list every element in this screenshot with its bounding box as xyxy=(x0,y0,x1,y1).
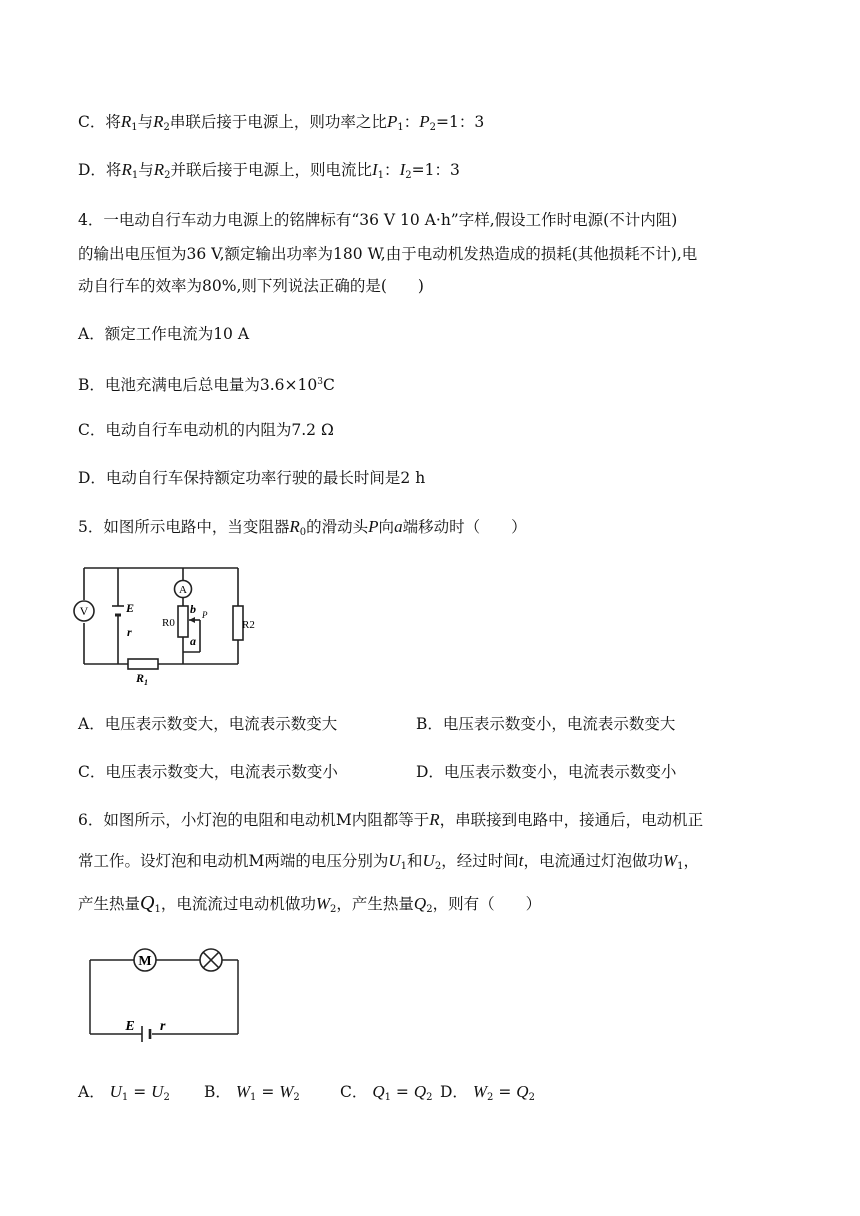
r0-label: R0 xyxy=(162,617,175,629)
q4-option-b: B．电池充满电后总电量为$3.6\times 10^3C$ xyxy=(78,376,335,394)
r1-label-sub: 1 xyxy=(144,678,149,687)
q6-stem-line1: 6．如图所示，小灯泡的电阻和电动机M内阻都等于R，串联接到电路中，接通后，电动机正 xyxy=(78,810,704,829)
q4-option-a: A．额定工作电流为10 A xyxy=(78,325,250,343)
ammeter-label: A xyxy=(179,584,187,596)
q6-option-d: D． $W_2 = Q_2$ xyxy=(440,1082,535,1103)
q6-stem-line3: 产生热量$Q_1$，电流流过电动机做功$W_2$，产生热量$Q_2$，则有（ ） xyxy=(78,892,542,915)
q5-option-c: C．电压表示数变大，电流表示数变小 xyxy=(78,763,338,781)
r2-label: R2 xyxy=(242,619,255,631)
slider-p-label: P xyxy=(202,610,208,620)
q6-circuit-diagram xyxy=(80,940,250,1050)
q6-stem-line2: 常工作。设灯泡和电动机M两端的电压分别为$U_1$和$U_2$，经过时间t，电流通过灯泡做功$W_1$， xyxy=(78,851,700,872)
q6-option-c: C． $Q_1 = Q_2$ xyxy=(340,1082,433,1103)
emf-label: E xyxy=(125,1019,135,1034)
q4-stem-line3: 动自行车的效率为80%,则下列说法正确的是( ) xyxy=(78,277,424,295)
q4-stem-line2: 的输出电压恒为36 V,额定输出功率为180 W,由于电动机发热造成的损耗(其他损耗不计),电 xyxy=(78,245,698,263)
terminal-b-label: b xyxy=(190,602,196,616)
q5-stem: 5．如图所示电路中，当变阻器$R_0$的滑动头P向a端移动时（ ） xyxy=(78,517,527,538)
emf-label: E xyxy=(126,601,135,615)
voltmeter-label: V xyxy=(79,604,89,618)
q5-circuit-diagram xyxy=(72,560,255,690)
internal-resistance-label: r xyxy=(160,1019,166,1034)
r0-rheostat xyxy=(178,606,188,637)
q5-option-b: B．电压表示数变小，电流表示数变大 xyxy=(416,715,676,733)
q6-option-a: A． $U_1 = U_2$ xyxy=(78,1082,170,1103)
lamp-icon xyxy=(200,949,222,971)
motor-label: M xyxy=(138,954,152,969)
terminal-a-label: a xyxy=(190,634,196,648)
q6-option-b: B． $W_1 = W_2$ xyxy=(204,1082,300,1103)
q4-stem-line1: 4．一电动自行车动力电源上的铭牌标有“36 V 10 A·h”字样,假设工作时电源(不计内阻) xyxy=(78,211,678,229)
q5-option-a: A．电压表示数变大，电流表示数变大 xyxy=(78,715,338,733)
q3-option-c: C．将$R_1$与$R_2$串联后接于电源上，则功率之比$P_1$：$P_2=1$：3 xyxy=(78,112,485,133)
q5-option-d: D．电压表示数变小，电流表示数变小 xyxy=(416,763,677,781)
r1-label-letter: R xyxy=(136,671,145,685)
q4-option-c: C．电动自行车电动机的内阻为7.2 Ω xyxy=(78,421,334,439)
internal-resistance-label: r xyxy=(127,625,132,639)
r1-resistor xyxy=(128,659,158,669)
slider-arrow-icon xyxy=(189,617,195,623)
q4-option-d: D．电动自行车保持额定功率行驶的最长时间是2 h xyxy=(78,469,426,487)
r1-label xyxy=(135,671,148,687)
q3-option-d: D．将$R_1$与$R_2$并联后接于电源上，则电流比$I_1$：$I_2=1$：3 xyxy=(78,160,460,181)
